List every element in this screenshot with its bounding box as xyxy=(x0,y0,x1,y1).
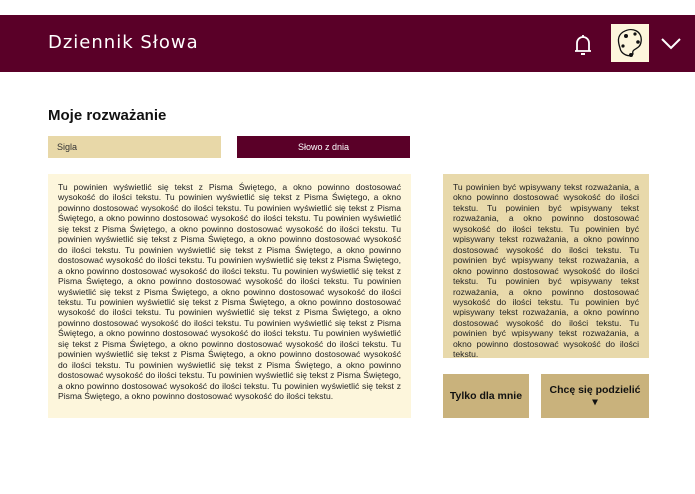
scripture-panel xyxy=(48,174,411,418)
app-title: Dziennik Słowa xyxy=(48,32,199,53)
page-title: Moje rozważanie xyxy=(48,107,167,124)
scripture-text: Tu powinien wyświetlić się tekst z Pisma Świętego, a okno powinno dostosować wysokość do ilości tekstu. Tu powinien wyświetlić się tekst z Pisma Świętego, a okno powinno dostosować wysokość do ilości tekstu. Tu powinien wyświetlić się tekst z Pisma Świętego, a okno powinno dostosować wysokość do ilości tekstu. Tu powinien wyświetlić się tekst z Pisma Świętego, a okno powinno dostosować wysokość do ilości tekstu. Tu powinien wyświetlić się tekst z Pisma Świętego, a okno powinno dostosować wysokość do ilości tekstu. Tu powinien wyświetlić się tekst z Pisma Świętego, a okno powinno dostosować wysokość do ilości tekstu. Tu powinien wyświetlić się tekst z Pisma Świętego, a okno powinno dostosować wysokość do ilości tekstu. Tu powinien wyświetlić się tekst z Pisma Świętego, a okno powinno dostosować wysokość do ilości tekstu. Tu powinien wyświetlić się tekst z Pisma Świętego, a okno powinno dostosować wysokość do ilości tekstu. Tu powinien wyświetlić się tekst z Pisma Świętego, a okno powinno dostosować wysokość do ilości tekstu. Tu powinien wyświetlić się tekst z Pisma Świętego, a okno powinno dostosować wysokość do ilości tekstu. Tu powinien wyświetlić się tekst z Pisma Świętego, a okno powinno dostosować wysokość do ilości tekstu. Tu powinien wyświetlić się tekst z Pisma Świętego, a okno powinno dostosować wysokość do ilości tekstu. Tu powinien wyświetlić się tekst z Pisma Świętego, a okno powinno dostosować wysokość do ilości tekstu. Tu powinien wyświetlić się tekst z Pisma Świętego, a okno powinno dostosować wysokość do ilości tekstu. Tu powinien wyświetlić się tekst z Pisma Świętego, a okno powinno dostosować wysokość do ilości tekstu. Tu powinien wyświetlić się tekst z Pisma Świętego, a okno powinno dostosować wysokość do ilości tekstu. xyxy=(58,182,401,402)
word-of-day-button[interactable]: Słowo z dnia xyxy=(237,136,410,158)
share-dropdown-button[interactable]: Chcę się podzielić ▾ xyxy=(541,374,649,418)
chevron-down-icon[interactable] xyxy=(660,35,682,51)
reflection-input[interactable] xyxy=(443,174,649,358)
sigla-field[interactable]: Sigla xyxy=(48,136,221,158)
app-header xyxy=(0,15,695,72)
avatar-doodle-icon xyxy=(611,24,649,62)
reflection-text[interactable]: Tu powinien być wpisywany tekst rozważania, a okno powinno dostosować wysokość do ilości tekstu. Tu powinien być wpisywany tekst rozważania, a okno powinno dostosować wysokość do ilości tekstu. Tu powinien być wpisywany tekst rozważania, a okno powinno dostosować wysokość do ilości tekstu. Tu powinien być wpisywany tekst rozważania, a okno powinno dostosować wysokość do ilości tekstu. Tu powinien być wpisywany tekst rozważania, a okno powinno dostosować wysokość do ilości tekstu. Tu powinien być wpisywany tekst rozważania, a okno powinno dostosować wysokość do ilości tekstu. Tu powinien być wpisywany tekst rozważania, a okno powinno dostosować wysokość do ilości tekstu. xyxy=(453,182,639,360)
avatar[interactable] xyxy=(611,24,649,62)
bell-icon[interactable] xyxy=(572,33,594,57)
private-button[interactable]: Tylko dla mnie xyxy=(443,374,529,418)
